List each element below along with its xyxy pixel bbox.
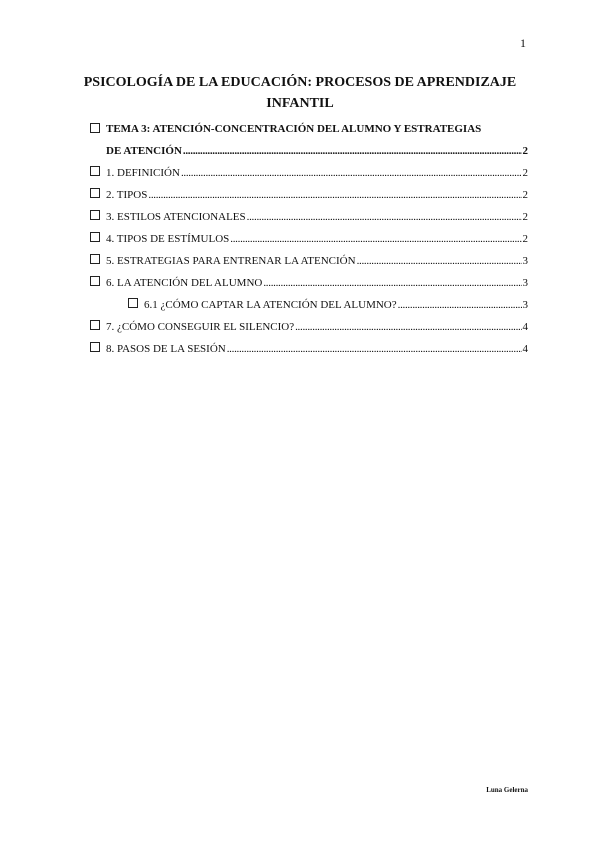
toc-entry-label: 6. LA ATENCIÓN DEL ALUMNO bbox=[106, 277, 263, 289]
checkbox-icon bbox=[90, 342, 100, 352]
checkbox-icon bbox=[90, 232, 100, 242]
toc-entry-label: TEMA 3: ATENCIÓN-CONCENTRACIÓN DEL ALUMNO Y ESTRATEGIAS bbox=[106, 123, 482, 135]
toc-entry-tipos-de-estimulos[interactable] bbox=[90, 228, 528, 250]
leader-dots bbox=[230, 228, 521, 250]
checkbox-icon bbox=[90, 320, 100, 330]
toc-entry-label: 2. TIPOS bbox=[106, 189, 148, 201]
table-of-contents bbox=[90, 118, 528, 360]
toc-entry-estrategias[interactable] bbox=[90, 250, 528, 272]
leader-dots bbox=[263, 272, 521, 294]
toc-entry-tipos[interactable] bbox=[90, 184, 528, 206]
toc-entry-page: 4 bbox=[522, 343, 528, 355]
toc-entry-label: 8. PASOS DE LA SESIÓN bbox=[106, 343, 226, 355]
toc-entry-page: 2 bbox=[522, 167, 528, 179]
toc-entry-page: 4 bbox=[522, 321, 528, 333]
toc-entry-label: DE ATENCIÓN bbox=[106, 145, 182, 157]
toc-entry-pasos-de-la-sesion[interactable] bbox=[90, 338, 528, 360]
toc-entry-label: 7. ¿CÓMO CONSEGUIR EL SILENCIO? bbox=[106, 321, 295, 333]
checkbox-icon bbox=[90, 166, 100, 176]
toc-entry-page: 3 bbox=[522, 277, 528, 289]
page-number: 1 bbox=[520, 36, 526, 50]
toc-entry-conseguir-silencio[interactable] bbox=[90, 316, 528, 338]
checkbox-icon bbox=[90, 254, 100, 264]
leader-dots bbox=[183, 140, 522, 162]
toc-entry-page: 3 bbox=[522, 255, 528, 267]
checkbox-icon bbox=[128, 298, 138, 308]
toc-entry-page: 3 bbox=[522, 299, 528, 311]
leader-dots bbox=[357, 250, 522, 272]
leader-dots bbox=[227, 338, 522, 360]
leader-dots bbox=[398, 294, 522, 316]
checkbox-icon bbox=[90, 210, 100, 220]
checkbox-icon bbox=[90, 123, 100, 133]
leader-dots bbox=[247, 206, 522, 228]
toc-entry-page: 2 bbox=[522, 211, 528, 223]
checkbox-icon bbox=[90, 188, 100, 198]
toc-entry-como-captar-atencion[interactable] bbox=[90, 294, 528, 316]
toc-entry-atencion-del-alumno[interactable] bbox=[90, 272, 528, 294]
toc-entry-estilos-atencionales[interactable] bbox=[90, 206, 528, 228]
toc-entry-label: 1. DEFINICIÓN bbox=[106, 167, 180, 179]
toc-entry-page: 2 bbox=[522, 145, 528, 157]
toc-entry-page: 2 bbox=[522, 189, 528, 201]
toc-entry-tema-3[interactable] bbox=[90, 118, 528, 162]
leader-dots bbox=[295, 316, 521, 338]
toc-entry-label: 4. TIPOS DE ESTÍMULOS bbox=[106, 233, 230, 245]
author-footer: Luna Gelerna bbox=[486, 786, 528, 794]
toc-entry-label: 5. ESTRATEGIAS PARA ENTRENAR LA ATENCIÓN bbox=[106, 255, 356, 267]
document-title: PSICOLOGÍA DE LA EDUCACIÓN: PROCESOS DE APRENDIZAJE INFANTIL bbox=[83, 75, 517, 111]
toc-entry-definicion[interactable] bbox=[90, 162, 528, 184]
leader-dots bbox=[148, 184, 521, 206]
toc-entry-label: 6.1 ¿CÓMO CAPTAR LA ATENCIÓN DEL ALUMNO? bbox=[144, 299, 397, 311]
toc-entry-page: 2 bbox=[522, 233, 528, 245]
leader-dots bbox=[181, 162, 522, 184]
toc-entry-label: 3. ESTILOS ATENCIONALES bbox=[106, 211, 246, 223]
checkbox-icon bbox=[90, 276, 100, 286]
